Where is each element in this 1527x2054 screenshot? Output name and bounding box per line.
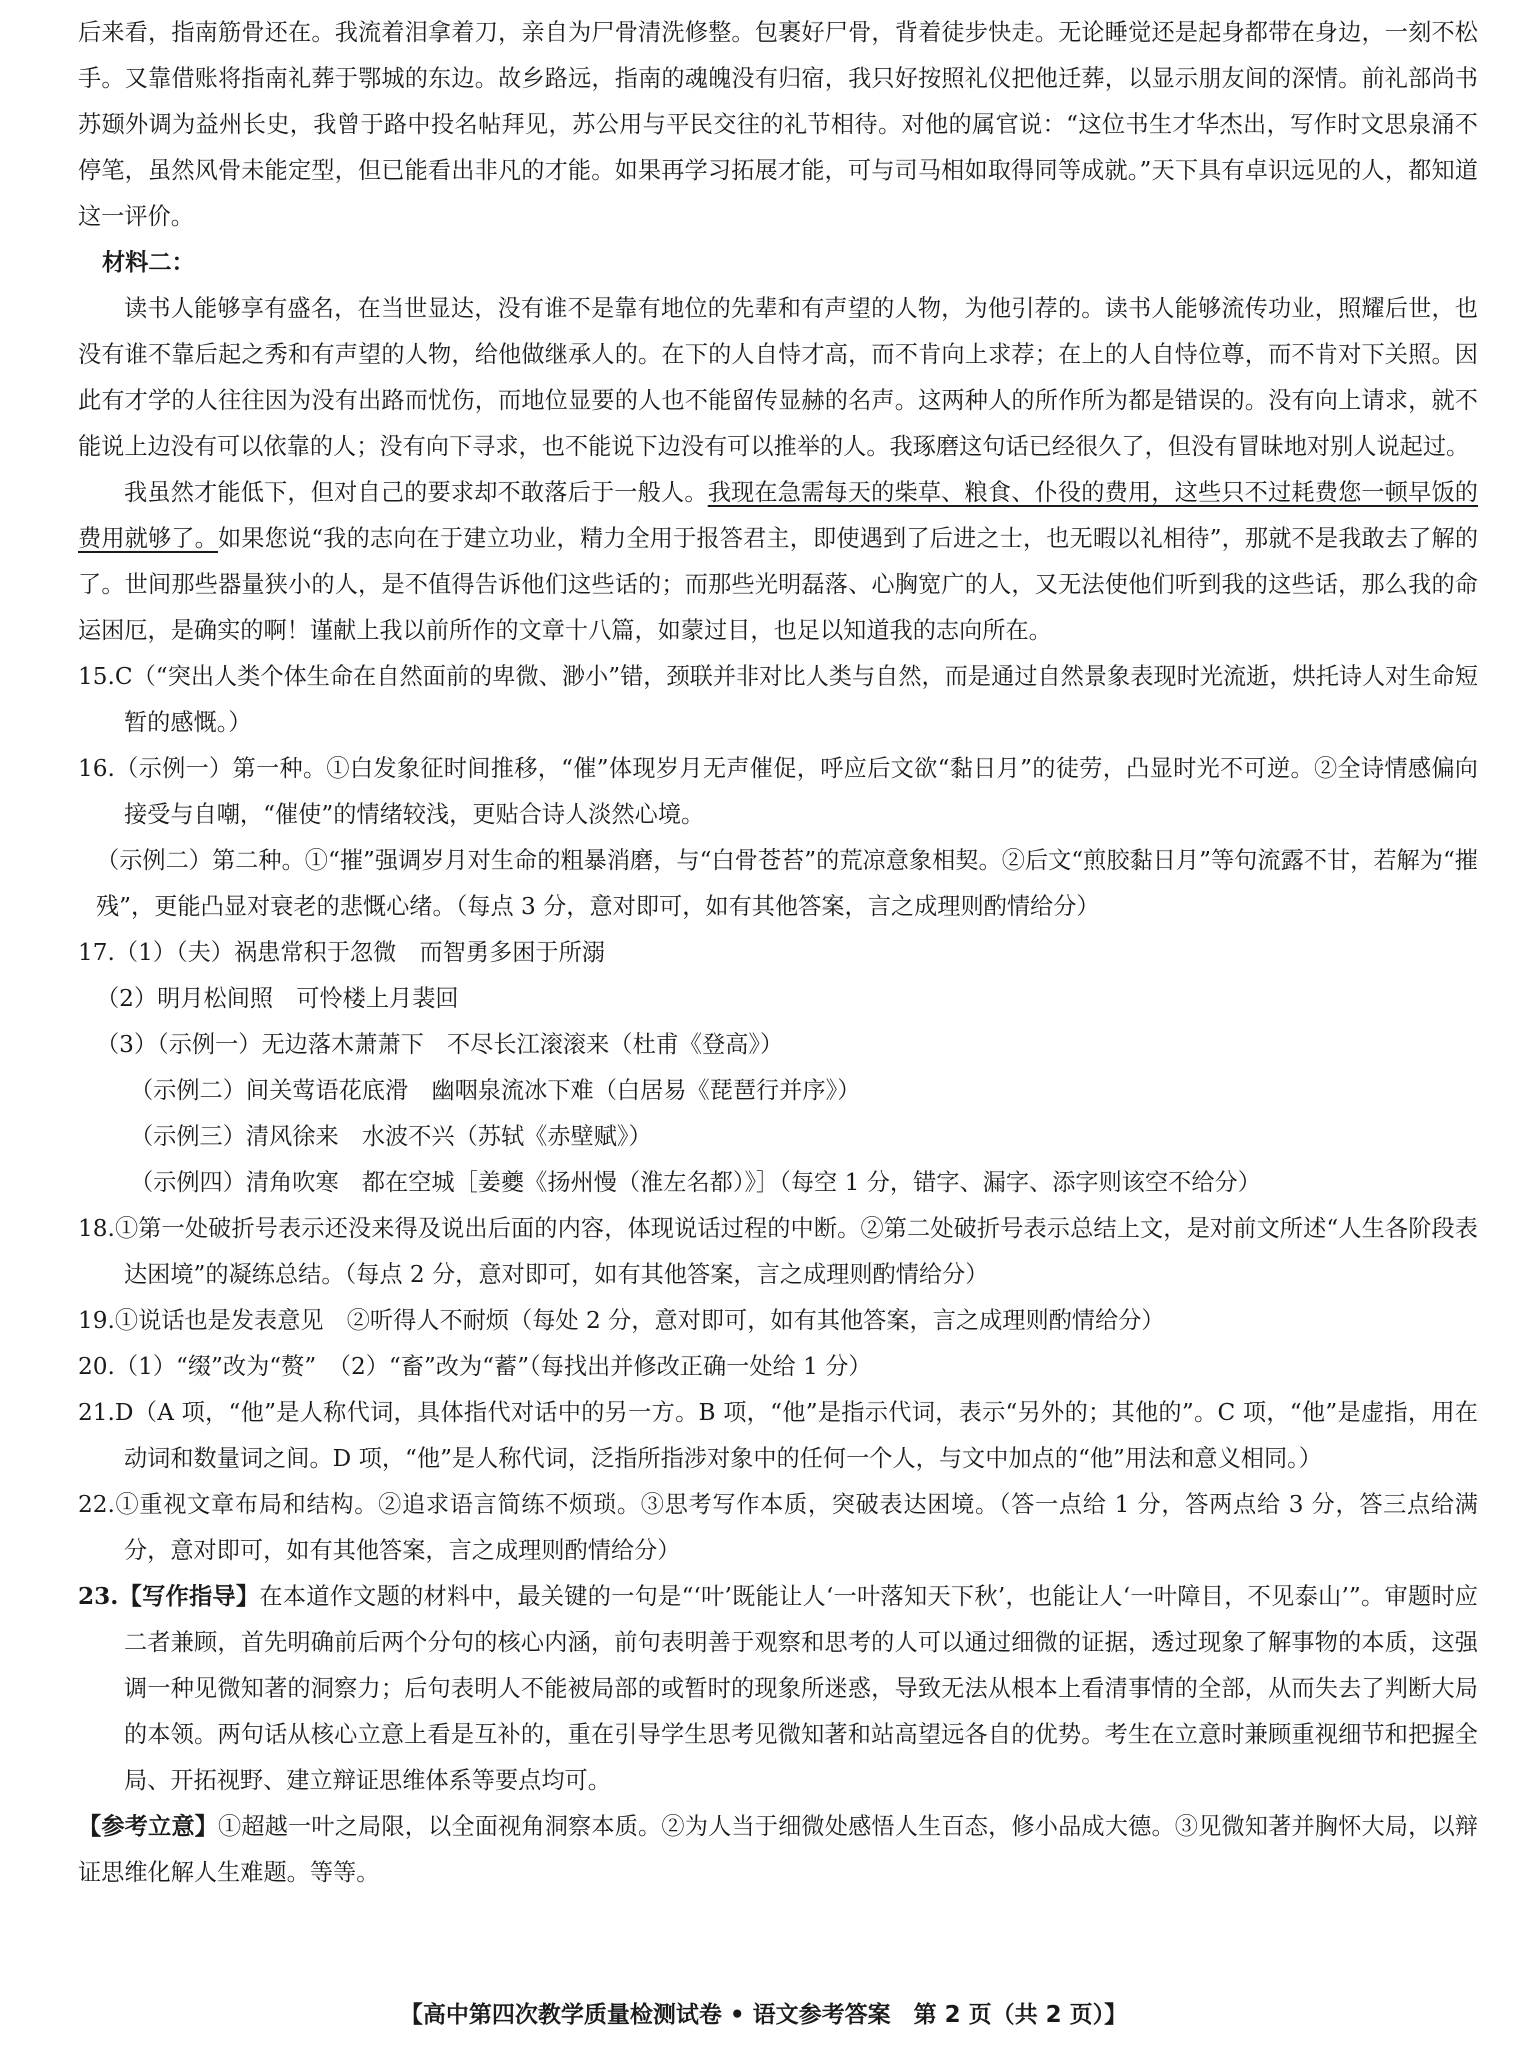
- material2-p2-end: 如果您说“我的志向在于建立功业，精力全用于报答君主，即使遇到了后进之士，也无暇以礼相待”，那就不是我敢去了解的了。世间那些器量狭小的人，是不值得告诉他们这些话的；而那些光明磊落、心胸宽广的人，又无法使他们听到我的这些话，那么我的命运困厄，是确实的啊！谨献上我以前所作的文章十八篇，如蒙过目，也足以知道我的志向所在。: [78, 525, 1479, 644]
- answer-q21: 21.D（A 项，“他”是人称代词，具体指代对话中的另一方。B 项，“他”是指示代词，表示“另外的；其他的”。C 项，“他”是虚指，用在动词和数量词之间。D 项，“他”是人称代词，泛指所指涉对象中的任何一个人，与文中加点的“他”用法和意义相同。）: [78, 1399, 1478, 1472]
- q23-label: 23.【写作指导】: [78, 1583, 260, 1610]
- answer-q17-3b: （示例二）间关莺语花底滑 幽咽泉流冰下难（白居易《琵琶行并序》）: [130, 1077, 861, 1104]
- q23-text: 在本道作文题的材料中，最关键的一句是“‘叶’既能让人‘一叶落知天下秋’，也能让人‘一叶障目，不见泰山’”。审题时应二者兼顾，首先明确前后两个分句的核心内涵，前句表明善于观察和思考的人可以通过细微的证据，透过现象了解事物的本质，这强调一种见微知著的洞察力；后句表明人不能被局部的或暂时的现象所迷惑，导致无法从根本上看清事情的全部，从而失去了判断大局的本领。两句话从核心立意上看是互补的，重在引导学生思考见微知著和站高望远各自的优势。考生在立意时兼顾重视细节和把握全局、开拓视野、建立辩证思维体系等要点均可。: [124, 1583, 1478, 1794]
- answer-q18: 18.①第一处破折号表示还没来得及说出后面的内容，体现说话过程的中断。②第二处破折号表示总结上文，是对前文所述“人生各阶段表达困境”的凝练总结。（每点 2 分，意对即可，如有其他答案，言之成理则酌情给分）: [78, 1215, 1478, 1288]
- answer-q23: [78, 1574, 1478, 1804]
- answer-q19: 19.①说话也是发表意见 ②听得人不耐烦（每处 2 分，意对即可，如有其他答案，言之成理则酌情给分）: [78, 1307, 1165, 1334]
- answer-q17-1: 17.（1）（夫）祸患常积于忽微 而智勇多困于所溺: [78, 939, 605, 966]
- answer-q16-example2: （示例二）第二种。①“摧”强调岁月对生命的粗暴消磨，与“白骨苍苔”的荒凉意象相契。②后文“煎胶黏日月”等句流露不甘，若解为“摧残”，更能凸显对衰老的悲慨心绪。（每点 3 分，意对即可，如有其他答案，言之成理则酌情给分）: [96, 847, 1478, 920]
- answer-q17-3a: （3）（示例一）无边落木萧萧下 不尽长江滚滚来（杜甫《登高》）: [96, 1031, 784, 1058]
- answer-q15: 15.C（“突出人类个体生命在自然面前的卑微、渺小”错，颈联并非对比人类与自然，而是通过自然景象表现时光流逝，烘托诗人对生命短暂的感慨。）: [78, 663, 1479, 736]
- answer-q20: 20.（1）“缀”改为“赘” （2）“畜”改为“蓄”（每找出并修改正确一处给 1 分）: [78, 1353, 872, 1380]
- reference-theme: [78, 1804, 1478, 1896]
- material2-p2-start: 我虽然才能低下，但对自己的要求却不敢落后于一般人。: [124, 479, 708, 506]
- material2-paragraph-2: [78, 470, 1478, 654]
- reference-label: 【参考立意】: [78, 1813, 219, 1840]
- answer-q22: 22.①重视文章布局和结构。②追求语言简练不烦琐。③思考写作本质，突破表达困境。（答一点给 1 分，答两点给 3 分，答三点给满分，意对即可，如有其他答案，言之成理则酌情给分）: [78, 1491, 1478, 1564]
- answer-q17-2: （2）明月松间照 可怜楼上月裴回: [96, 985, 459, 1012]
- answer-q16-example1: 16.（示例一）第一种。①白发象征时间推移，“催”体现岁月无声催促，呼应后文欲“黏日月”的徒劳，凸显时光不可逆。②全诗情感偏向接受与自嘲，“催使”的情绪较浅，更贴合诗人淡然心境。: [78, 755, 1478, 828]
- answer-q17-3c: （示例三）清风徐来 水波不兴（苏轼《赤壁赋》）: [130, 1123, 652, 1150]
- answer-page: [78, 10, 1478, 1896]
- material2-underlined-sentence: 我现在急需每天的柴草、粮食、仆役的费用，这些只不过耗费您一顿早饭的费用就够了。: [78, 479, 1478, 552]
- material1-continuation: 后来看，指南筋骨还在。我流着泪拿着刀，亲自为尸骨清洗修整。包裹好尸骨，背着徒步快走。无论睡觉还是起身都带在身边，一刻不松手。又靠借账将指南礼葬于鄂城的东边。故乡路远，指南的魂魄没有归宿，我只好按照礼仪把他迁葬，以显示朋友间的深情。前礼部尚书苏颋外调为益州长史，我曾于路中投名帖拜见，苏公用与平民交往的礼节相待。对他的属官说：“这位书生才华杰出，写作时文思泉涌不停笔，虽然风骨未能定型，但已能看出非凡的才能。如果再学习拓展才能，可与司马相如取得同等成就。”天下具有卓识远见的人，都知道这一评价。: [78, 19, 1478, 230]
- material2-title: 材料二：: [102, 249, 195, 276]
- answer-q17-3d: （示例四）清角吹寒 都在空城［姜夔《扬州慢（淮左名都）》］（每空 1 分，错字、漏字、添字则该空不给分）: [130, 1169, 1261, 1196]
- page-footer: 【高中第四次教学质量检测试卷 • 语文参考答案 第 2 页（共 2 页）】: [399, 2002, 1128, 2028]
- material2-paragraph-1: 读书人能够享有盛名，在当世显达，没有谁不是靠有地位的先辈和有声望的人物，为他引荐的。读书人能够流传功业，照耀后世，也没有谁不靠后起之秀和有声望的人物，给他做继承人的。在下的人自恃才高，而不肯向上求荐；在上的人自恃位尊，而不肯对下关照。因此有才学的人往往因为没有出路而忧伤，而地位显要的人也不能留传显赫的名声。这两种人的所作所为都是错误的。没有向上请求，就不能说上边没有可以依靠的人；没有向下寻求，也不能说下边没有可以推举的人。我琢磨这句话已经很久了，但没有冒昧地对别人说起过。: [78, 295, 1478, 460]
- reference-text: ①超越一叶之局限，以全面视角洞察本质。②为人当于细微处感悟人生百态，修小品成大德。③见微知著并胸怀大局，以辩证思维化解人生难题。等等。: [78, 1813, 1478, 1886]
